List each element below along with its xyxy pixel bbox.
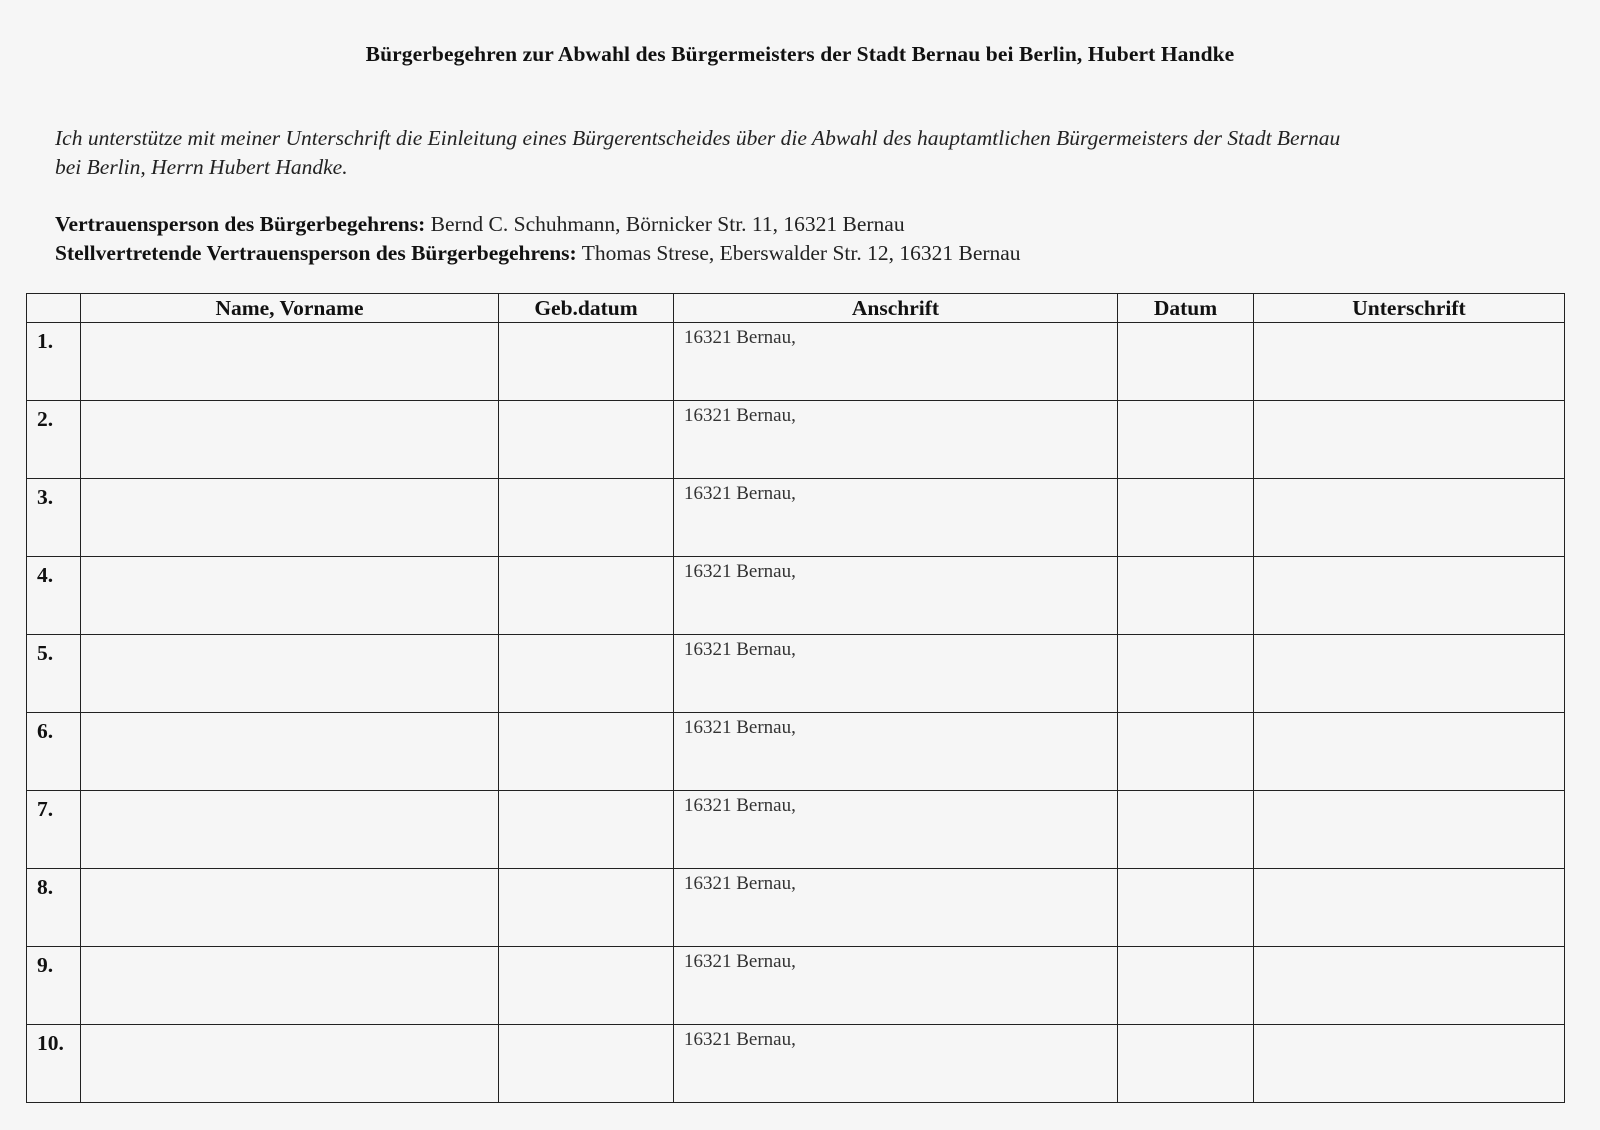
intro-statement [55,124,1555,182]
birthdate-cell[interactable] [499,947,674,1025]
date-cell[interactable] [1118,947,1254,1025]
table-row [27,947,1565,1025]
table-row [27,479,1565,557]
row-number: 9. [27,947,81,1025]
row-number: 7. [27,791,81,869]
table-row [27,557,1565,635]
birthdate-cell[interactable] [499,401,674,479]
name-cell[interactable] [81,323,499,401]
primary-contact [55,210,1021,239]
primary-contact-value: Bernd C. Schuhmann, Börnicker Str. 11, 16321 Bernau [425,212,905,236]
date-cell[interactable] [1118,791,1254,869]
table-row [27,401,1565,479]
date-cell[interactable] [1118,1025,1254,1103]
address-cell[interactable]: 16321 Bernau, [674,791,1118,869]
row-number: 3. [27,479,81,557]
date-cell[interactable] [1118,557,1254,635]
birthdate-cell[interactable] [499,713,674,791]
name-cell[interactable] [81,401,499,479]
intro-line-2: bei Berlin, Herrn Hubert Handke. [55,155,348,179]
address-cell[interactable]: 16321 Bernau, [674,713,1118,791]
header-birthdate: Geb.datum [499,294,674,323]
address-cell[interactable]: 16321 Bernau, [674,323,1118,401]
header-signature: Unterschrift [1254,294,1565,323]
deputy-contact [55,239,1021,268]
address-cell[interactable]: 16321 Bernau, [674,557,1118,635]
table-row [27,635,1565,713]
name-cell[interactable] [81,557,499,635]
address-cell[interactable]: 16321 Bernau, [674,401,1118,479]
birthdate-cell[interactable] [499,869,674,947]
name-cell[interactable] [81,869,499,947]
birthdate-cell[interactable] [499,791,674,869]
intro-line-1: Ich unterstütze mit meiner Unterschrift die Einleitung eines Bürgerentscheides über die Abwahl des hauptamtlichen Bürgermeisters der Stadt Bernau [55,126,1341,150]
row-number: 1. [27,323,81,401]
table-row [27,869,1565,947]
header-address: Anschrift [674,294,1118,323]
primary-contact-label: Vertrauensperson des Bürgerbegehrens: [55,212,426,236]
address-cell[interactable]: 16321 Bernau, [674,635,1118,713]
row-number: 6. [27,713,81,791]
signature-cell[interactable] [1254,323,1565,401]
table-header-row [27,294,1565,323]
date-cell[interactable] [1118,635,1254,713]
page-title: Bürgerbegehren zur Abwahl des Bürgermeisters der Stadt Bernau bei Berlin, Hubert Handke [365,42,1235,66]
name-cell[interactable] [81,713,499,791]
row-number: 8. [27,869,81,947]
birthdate-cell[interactable] [499,557,674,635]
signature-cell[interactable] [1254,713,1565,791]
table-row [27,713,1565,791]
table-row [27,1025,1565,1103]
name-cell[interactable] [81,791,499,869]
date-cell[interactable] [1118,401,1254,479]
birthdate-cell[interactable] [499,635,674,713]
contact-persons [55,210,1021,268]
address-cell[interactable]: 16321 Bernau, [674,479,1118,557]
row-number: 2. [27,401,81,479]
table-row [27,791,1565,869]
name-cell[interactable] [81,947,499,1025]
header-date: Datum [1118,294,1254,323]
signature-cell[interactable] [1254,869,1565,947]
row-number: 5. [27,635,81,713]
header-number [27,294,81,323]
date-cell[interactable] [1118,713,1254,791]
signature-table [26,293,1565,1103]
row-number: 10. [27,1025,81,1103]
date-cell[interactable] [1118,323,1254,401]
date-cell[interactable] [1118,479,1254,557]
signature-cell[interactable] [1254,635,1565,713]
signature-cell[interactable] [1254,1025,1565,1103]
table-row [27,323,1565,401]
row-number: 4. [27,557,81,635]
signature-cell[interactable] [1254,557,1565,635]
signature-cell[interactable] [1254,479,1565,557]
header-name: Name, Vorname [81,294,499,323]
date-cell[interactable] [1118,869,1254,947]
deputy-contact-label: Stellvertretende Vertrauensperson des Bürgerbegehrens: [55,241,577,265]
name-cell[interactable] [81,635,499,713]
birthdate-cell[interactable] [499,1025,674,1103]
birthdate-cell[interactable] [499,479,674,557]
signature-cell[interactable] [1254,791,1565,869]
address-cell[interactable]: 16321 Bernau, [674,869,1118,947]
signature-cell[interactable] [1254,401,1565,479]
birthdate-cell[interactable] [499,323,674,401]
signature-cell[interactable] [1254,947,1565,1025]
name-cell[interactable] [81,479,499,557]
name-cell[interactable] [81,1025,499,1103]
deputy-contact-value: Thomas Strese, Eberswalder Str. 12, 16321 Bernau [576,241,1021,265]
address-cell[interactable]: 16321 Bernau, [674,947,1118,1025]
address-cell[interactable]: 16321 Bernau, [674,1025,1118,1103]
